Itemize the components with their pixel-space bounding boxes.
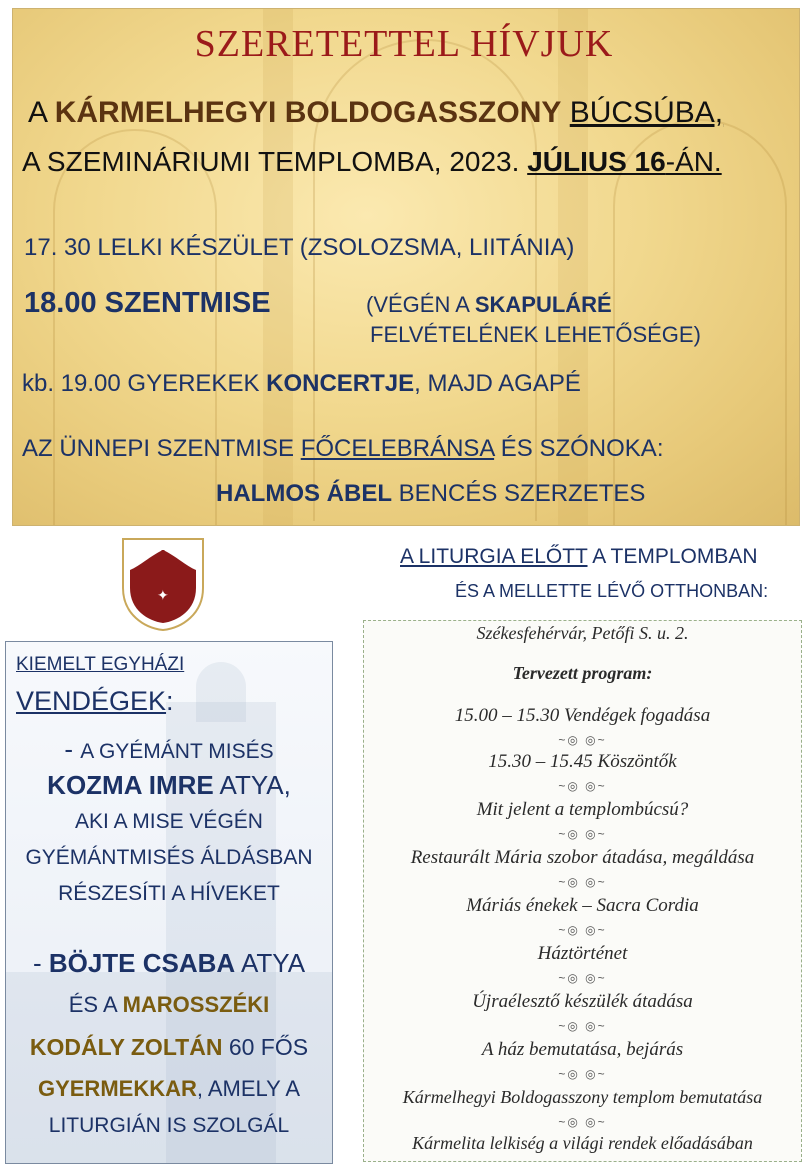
guests-heading bbox=[16, 686, 174, 717]
text: MAROSSZÉKI bbox=[122, 992, 270, 1017]
text: KODÁLY ZOLTÁN bbox=[29, 1034, 223, 1060]
svg-text:✦: ✦ bbox=[176, 562, 185, 573]
text: BENCÉS SZERZETES bbox=[392, 480, 646, 507]
page-title: SZERETETTEL HÍVJUK bbox=[194, 23, 614, 65]
ornament-icon: ~◎ ◎~ bbox=[558, 971, 607, 985]
guests-heading bbox=[16, 654, 184, 676]
program-item: Háztörténet bbox=[537, 943, 628, 964]
date-suffix: -ÁN. bbox=[665, 146, 722, 177]
program-intro bbox=[400, 545, 758, 569]
text: VENDÉGEK bbox=[16, 686, 167, 716]
text: KONCERTJE bbox=[266, 370, 415, 397]
text: A LITURGIA ELŐTT bbox=[400, 545, 588, 568]
text: - bbox=[32, 948, 49, 978]
schedule-note bbox=[366, 292, 612, 318]
ornament-icon: ~◎ ◎~ bbox=[558, 1115, 607, 1129]
schedule-item-mass: 18.00 SZENTMISE bbox=[24, 287, 271, 319]
event-line bbox=[28, 96, 723, 130]
text: 60 FŐS bbox=[222, 1034, 309, 1060]
ornament-icon: ~◎ ◎~ bbox=[558, 923, 607, 937]
ornament-icon: ~◎ ◎~ bbox=[558, 1067, 607, 1081]
carmelite-shield-icon bbox=[120, 536, 206, 632]
program-box bbox=[363, 620, 802, 1162]
text: - bbox=[64, 734, 81, 764]
schedule-note: FELVÉTELÉNEK LEHETŐSÉGE) bbox=[370, 322, 701, 347]
guest-line: LITURGIÁN IS SZOLGÁL bbox=[48, 1114, 290, 1137]
ornament-icon: ~◎ ◎~ bbox=[558, 875, 607, 889]
program-address: Székesfehérvár, Petőfi S. u. 2. bbox=[476, 623, 689, 643]
text: : bbox=[166, 686, 174, 716]
text: (VÉGÉN A bbox=[366, 292, 475, 317]
text: , AMELY A bbox=[196, 1076, 301, 1101]
program-item: Kármelita lelkiség a világi rendek előadásában bbox=[412, 1133, 753, 1153]
program-heading: Tervezett program: bbox=[512, 663, 653, 683]
text: KOZMA IMRE bbox=[47, 770, 214, 800]
guest-line: AKI A MISE VÉGÉN bbox=[75, 810, 263, 833]
guest-line: GYÉMÁNTMISÉS ÁLDÁSBAN bbox=[25, 846, 313, 869]
schedule-item bbox=[22, 370, 581, 398]
guest-line bbox=[6, 734, 332, 765]
text: A bbox=[28, 96, 55, 129]
text: HALMOS ÁBEL bbox=[216, 480, 392, 507]
background-arch bbox=[53, 129, 217, 526]
ornament-icon: ~◎ ◎~ bbox=[558, 827, 607, 841]
program-intro: ÉS A MELLETTE LÉVŐ OTTHONBAN: bbox=[455, 581, 769, 601]
guest-line bbox=[6, 1034, 332, 1061]
program-item: Mit jelent a templombúcsú? bbox=[476, 799, 689, 820]
event-name: KÁRMELHEGYI BOLDOGASSZONY bbox=[54, 96, 562, 129]
text bbox=[561, 96, 569, 129]
ornament-icon: ~◎ ◎~ bbox=[558, 779, 607, 793]
date: JÚLIUS 16 bbox=[527, 146, 666, 177]
program-item: 15.00 – 15.30 Vendégek fogadása bbox=[454, 705, 711, 726]
schedule-item: 17. 30 LELKI KÉSZÜLET (ZSOLOZSMA, LIITÁNIA) bbox=[24, 234, 575, 261]
ornament-icon: ~◎ ◎~ bbox=[558, 1019, 607, 1033]
program-item: 15.30 – 15.45 Köszöntők bbox=[488, 751, 677, 772]
celebrant-label bbox=[22, 435, 663, 463]
text: ATYA bbox=[235, 948, 306, 978]
guest-line bbox=[6, 1076, 332, 1102]
svg-text:✦: ✦ bbox=[157, 588, 169, 604]
text: ATYA, bbox=[213, 770, 291, 800]
guests-box bbox=[5, 641, 333, 1164]
program-item: Kármelhegyi Boldogasszony templom bemutatása bbox=[402, 1087, 763, 1107]
program-item: Restaurált Mária szobor átadása, megáldása bbox=[410, 847, 755, 868]
text: SKAPULÁRÉ bbox=[474, 292, 612, 317]
celebrant-name bbox=[216, 480, 645, 508]
guest-line: RÉSZESÍTI A HÍVEKET bbox=[58, 882, 280, 905]
text: BÖJTE CSABA bbox=[48, 948, 236, 978]
text: kb. 19.00 GYEREKEK bbox=[22, 370, 267, 397]
text: FŐCELEBRÁNSA bbox=[300, 435, 495, 462]
text: AZ ÜNNEPI SZENTMISE bbox=[22, 435, 301, 462]
text: ÉS A bbox=[68, 992, 123, 1017]
background-tower bbox=[196, 662, 246, 722]
svg-text:✦: ✦ bbox=[142, 562, 151, 573]
program-item: A ház bemutatása, bejárás bbox=[481, 1039, 684, 1060]
venue-date-line bbox=[22, 146, 722, 178]
text: , MAJD AGAPÉ bbox=[414, 370, 581, 397]
guest-name bbox=[6, 948, 332, 979]
text: A GYÉMÁNT MISÉS bbox=[80, 740, 274, 763]
ornament-icon: ~◎ ◎~ bbox=[558, 733, 607, 747]
text: BÚCSÚBA, bbox=[569, 96, 724, 129]
text: GYERMEKKAR bbox=[37, 1076, 197, 1101]
program-item: Máriás énekek – Sacra Cordia bbox=[466, 895, 699, 916]
venue: A SZEMINÁRIUMI TEMPLOMBA, 2023. bbox=[22, 146, 528, 177]
text: KIEMELT EGYHÁZI bbox=[16, 654, 185, 675]
guest-name bbox=[6, 770, 332, 801]
guest-line bbox=[6, 992, 332, 1018]
text: ÉS SZÓNOKA: bbox=[494, 435, 664, 462]
program-item: Újraélesztő készülék átadása bbox=[472, 991, 693, 1012]
text: A TEMPLOMBAN bbox=[587, 545, 758, 568]
